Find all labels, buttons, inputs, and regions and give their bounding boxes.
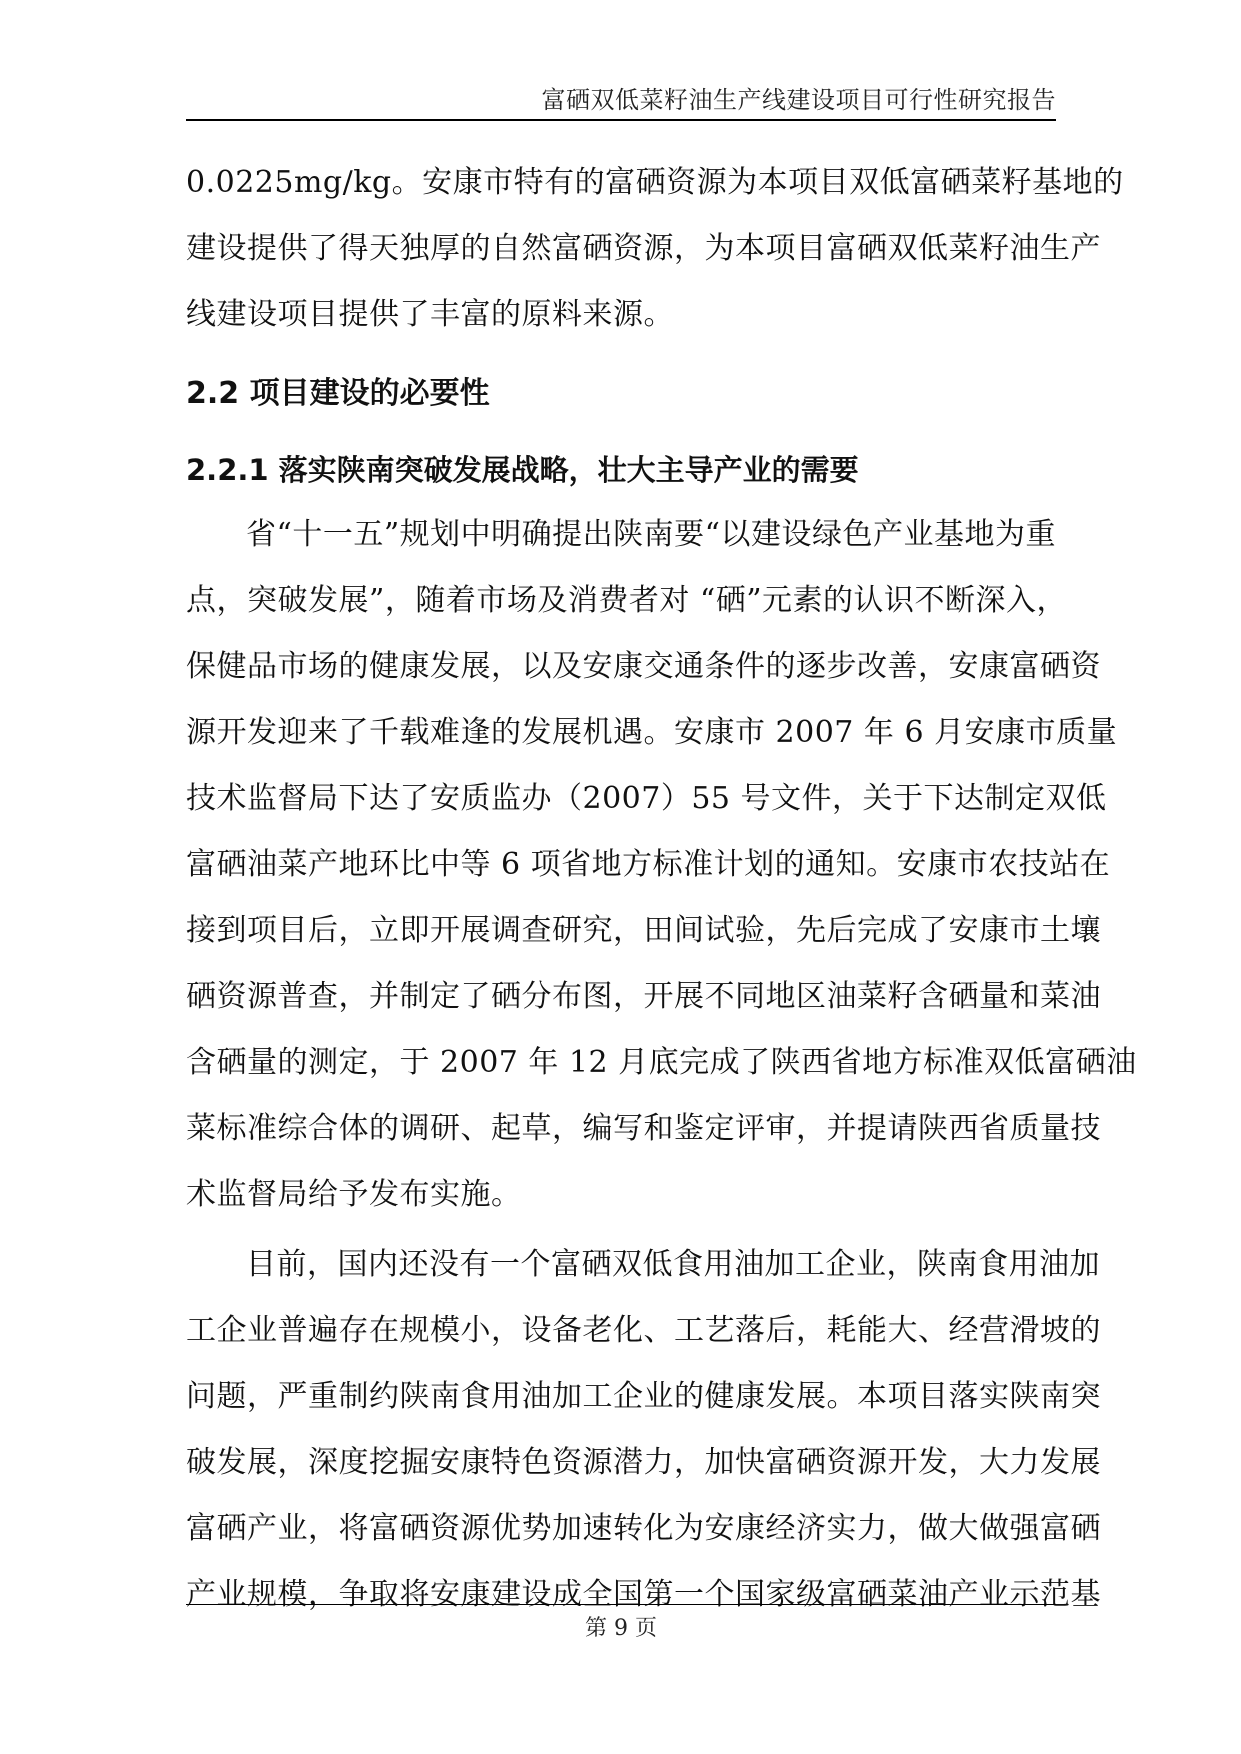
text-line: 点，突破发展”，随着市场及消费者对 “硒”元素的认识不断深入，: [186, 583, 1068, 618]
text-line: 含硒量的测定，于 2007 年 12 月底完成了陕西省地方标准双低富硒油: [186, 1045, 1137, 1080]
paragraph-2: [186, 1232, 1101, 1628]
text-line: 保健品市场的健康发展，以及安康交通条件的逐步改善，安康富硒资: [186, 649, 1101, 684]
page-number: 第 9 页: [585, 1616, 657, 1641]
text-line: 菜标准综合体的调研、起草，编写和鉴定评审，并提请陕西省质量技: [186, 1111, 1101, 1146]
text-line: 省“十一五”规划中明确提出陕南要“以建设绿色产业基地为重: [246, 517, 1057, 552]
text-line: 问题，严重制约陕南食用油加工企业的健康发展。本项目落实陕南突: [186, 1379, 1101, 1414]
text-line: 术监督局给予发布实施。: [186, 1177, 522, 1212]
header-rule: [186, 119, 1056, 121]
text-line: 接到项目后，立即开展调查研究，田间试验，先后完成了安康市土壤: [186, 913, 1101, 948]
subsection-heading: 2.2.1 落实陕南突破发展战略，壮大主导产业的需要: [186, 453, 859, 487]
text-line: 产业规模，争取将安康建设成全国第一个国家级富硒菜油产业示范基: [186, 1577, 1101, 1612]
text-line: 建设提供了得天独厚的自然富硒资源，为本项目富硒双低菜籽油生产: [186, 231, 1101, 266]
text-line: 硒资源普查，并制定了硒分布图，开展不同地区油菜籽含硒量和菜油: [186, 979, 1101, 1014]
text-line: 目前，国内还没有一个富硒双低食用油加工企业，陕南食用油加: [246, 1247, 1100, 1282]
text-line: 技术监督局下达了安质监办（2007）55 号文件，关于下达制定双低: [186, 781, 1107, 816]
text-line: 富硒油菜产地环比中等 6 项省地方标准计划的通知。安康市农技站在: [186, 847, 1111, 882]
text-line: 富硒产业，将富硒资源优势加速转化为安康经济实力，做大做强富硒: [186, 1511, 1101, 1546]
footer-rule: [186, 1604, 1056, 1605]
document-body: [186, 150, 1137, 1628]
text-line: 源开发迎来了千载难逢的发展机遇。安康市 2007 年 6 月安康市质量: [186, 715, 1118, 750]
text-line: 线建设项目提供了丰富的原料来源。: [186, 297, 674, 332]
text-line: 破发展，深度挖掘安康特色资源潜力，加快富硒资源开发，大力发展: [186, 1445, 1101, 1480]
text-line: 工企业普遍存在规模小，设备老化、工艺落后，耗能大、经营滑坡的: [186, 1313, 1101, 1348]
running-header: 富硒双低菜籽油生产线建设项目可行性研究报告: [541, 86, 1056, 114]
paragraph-1: [186, 502, 1137, 1228]
continuation-paragraph: [186, 150, 1124, 348]
text-line: 0.0225mg/kg。安康市特有的富硒资源为本项目双低富硒菜籽基地的: [186, 165, 1124, 200]
section-heading: 2.2 项目建设的必要性: [186, 376, 490, 411]
